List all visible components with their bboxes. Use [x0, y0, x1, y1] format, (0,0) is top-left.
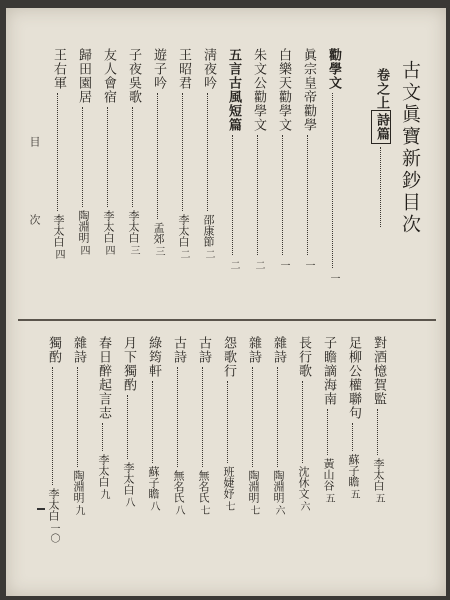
toc-entry: [44, 336, 62, 543]
margin-mark: 次: [28, 214, 41, 225]
entry-page: 九: [73, 505, 84, 515]
entry-author: 李太白: [97, 454, 110, 487]
leader-line: [107, 107, 109, 207]
entry-author: 孟郊: [152, 222, 165, 244]
volume-entry: [372, 68, 390, 230]
entry-title: 古詩: [171, 336, 186, 364]
entry-title: 朱文公勸學文: [251, 48, 266, 132]
entry-page: 七: [248, 505, 259, 515]
entry-title: 眞宗皇帝勸學: [301, 48, 316, 132]
entry-title: 友人會宿: [101, 48, 116, 104]
leader-line: [352, 423, 354, 451]
toc-entry: [74, 48, 92, 255]
toc-title: 古文眞寶新鈔目次: [399, 60, 421, 236]
entry-title: 對酒憶賀監: [371, 336, 386, 406]
entry-page: 二: [228, 260, 239, 270]
entry-title: 白樂天勸學文: [276, 48, 291, 132]
entry-page: 五: [348, 489, 359, 499]
leader-line: [332, 93, 334, 268]
entry-author: 蘇子瞻: [147, 466, 160, 499]
leader-line: [377, 409, 379, 455]
leader-line: [127, 395, 129, 459]
toc-entry: [194, 336, 212, 515]
toc-page: [6, 8, 446, 596]
entry-title: 歸田園居: [76, 48, 91, 104]
leader-line: [252, 367, 254, 467]
toc-entry: [369, 336, 387, 503]
leader-line: [157, 93, 159, 219]
toc-entry: [119, 336, 137, 507]
entry-page: 三: [128, 245, 139, 255]
entry-title: 五言古風短篇: [226, 48, 241, 132]
entry-title: 春日醉起言志: [96, 336, 111, 420]
leader-line: [77, 367, 79, 467]
toc-entry: [344, 336, 362, 499]
toc-entry: [319, 336, 337, 503]
entry-title: 綠筠軒: [146, 336, 161, 378]
entry-title: 長行歌: [296, 336, 311, 378]
entry-title: 足柳公權聯句: [346, 336, 361, 420]
entry-title: 月下獨酌: [121, 336, 136, 392]
entry-page: 六: [298, 501, 309, 511]
leader-line: [152, 381, 154, 463]
leader-line: [102, 423, 104, 451]
toc-entry: [294, 336, 312, 511]
entry-author: 黃山谷: [322, 458, 335, 491]
entry-author: 陶淵明: [272, 470, 285, 503]
leader-line: [82, 107, 84, 207]
toc-entry: [174, 48, 192, 259]
leader-line: [277, 367, 279, 467]
entry-page: 一: [303, 260, 314, 270]
leader-line: [227, 381, 229, 463]
toc-entry: [99, 48, 117, 255]
entry-page: 三: [153, 246, 164, 256]
entry-title: 遊子吟: [151, 48, 166, 90]
toc-entry: [219, 336, 237, 511]
entry-title: 子夜吳歌: [126, 48, 141, 104]
entry-page: 七: [223, 501, 234, 511]
toc-entry: [144, 336, 162, 511]
leader-line: [57, 93, 59, 211]
entry-title: 雜詩: [271, 336, 286, 364]
entry-title: 獨酌: [46, 336, 61, 364]
toc-entry: [124, 48, 142, 255]
entry-title: 淸夜吟: [201, 48, 216, 90]
entry-page: 九: [98, 489, 109, 499]
entry-author: 陶淵明: [72, 470, 85, 503]
entry-author: 李太白: [47, 488, 60, 521]
toc-entry: [69, 336, 87, 515]
entry-page: 五: [323, 493, 334, 503]
volume-label: 卷之上: [374, 68, 389, 110]
leader-line: [202, 367, 204, 467]
leader-line: [182, 93, 184, 211]
entry-page: 八: [148, 501, 159, 511]
entry-title: 怨歌行: [221, 336, 236, 378]
toc-entry: [169, 336, 187, 515]
entry-page: 八: [123, 497, 134, 507]
toc-entry: [49, 48, 67, 259]
entry-page: 一〇: [48, 523, 59, 543]
leader-line: [380, 147, 382, 227]
entry-title: 勸學文: [326, 48, 341, 90]
entry-page: 一: [328, 273, 339, 283]
entry-author: 無名氏: [197, 470, 210, 503]
entry-title: 雜詩: [246, 336, 261, 364]
toc-entry: [94, 336, 112, 499]
entry-page: 一: [278, 260, 289, 270]
entry-title: 子瞻謫海南: [321, 336, 336, 406]
entry-page: 六: [273, 505, 284, 515]
toc-entry: [274, 48, 292, 270]
entry-title: 王昭君: [176, 48, 191, 90]
entry-author: 蘇子瞻: [347, 454, 360, 487]
leader-line: [132, 107, 134, 207]
entry-author: 李太白: [52, 214, 65, 247]
entry-title: 雜詩: [71, 336, 86, 364]
entry-title: 古詩: [196, 336, 211, 364]
toc-entry: [244, 336, 262, 515]
folio-mark: [37, 508, 45, 510]
leader-line: [177, 367, 179, 467]
entry-author: 陶淵明: [247, 470, 260, 503]
entry-page: 四: [78, 245, 89, 255]
entry-author: 邵康節: [202, 214, 215, 247]
toc-entry: [324, 48, 342, 283]
leader-line: [207, 93, 209, 211]
entry-author: 沈休文: [297, 466, 310, 499]
leader-line: [52, 367, 54, 485]
leader-line: [307, 135, 309, 255]
entry-author: 李太白: [177, 214, 190, 247]
entry-author: 李太白: [102, 210, 115, 243]
volume-tag: 詩篇: [371, 110, 391, 144]
toc-entry: [269, 336, 287, 515]
leader-line: [257, 135, 259, 255]
entry-author: 班婕妤: [222, 466, 235, 499]
entry-page: 七: [198, 505, 209, 515]
toc-entry: [249, 48, 267, 270]
toc-entry: [224, 48, 242, 270]
section-divider: [18, 319, 436, 321]
entry-author: 李太白: [127, 210, 140, 243]
entry-page: 二: [253, 260, 264, 270]
leader-line: [232, 135, 234, 255]
entry-title: 王右軍: [51, 48, 66, 90]
leader-line: [302, 381, 304, 463]
entry-page: 二: [203, 249, 214, 259]
toc-entry: [149, 48, 167, 256]
entry-page: 八: [173, 505, 184, 515]
entry-author: 陶淵明: [77, 210, 90, 243]
entry-author: 無名氏: [172, 470, 185, 503]
entry-author: 李太白: [372, 458, 385, 491]
entry-page: 四: [53, 249, 64, 259]
entry-author: 李太白: [122, 462, 135, 495]
toc-entry: [199, 48, 217, 259]
margin-mark: 目: [28, 136, 41, 147]
leader-line: [282, 135, 284, 255]
entry-page: 四: [103, 245, 114, 255]
entry-page: 五: [373, 493, 384, 503]
toc-entry: [299, 48, 317, 270]
leader-line: [327, 409, 329, 455]
entry-page: 二: [178, 249, 189, 259]
